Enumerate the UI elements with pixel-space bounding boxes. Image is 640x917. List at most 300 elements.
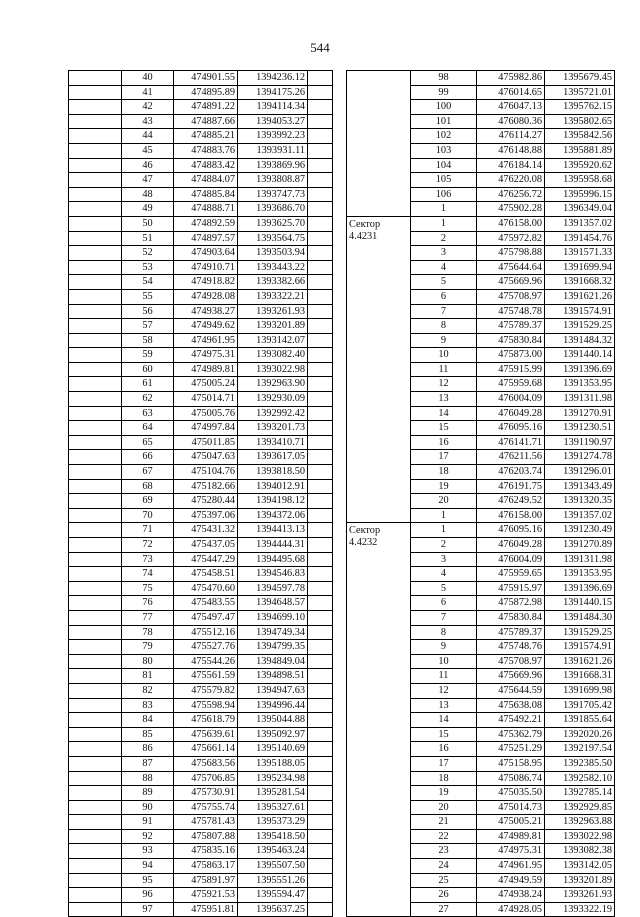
point-number-cell: 55 — [122, 289, 174, 304]
empty-cell — [308, 392, 333, 407]
y-coordinate-cell: 1394236.12 — [238, 71, 308, 86]
x-coordinate-cell: 475748.78 — [477, 304, 545, 319]
sector-cell — [69, 815, 122, 830]
point-number-cell: 5 — [411, 581, 477, 596]
y-coordinate-cell: 1395679.45 — [545, 71, 615, 86]
empty-cell — [308, 494, 333, 509]
empty-cell — [308, 859, 333, 874]
x-coordinate-cell: 475561.59 — [174, 669, 238, 684]
sector-cell — [69, 100, 122, 115]
point-number-cell: 59 — [122, 348, 174, 363]
y-coordinate-cell: 1393992.23 — [238, 129, 308, 144]
coordinates-table-right — [346, 70, 615, 917]
y-coordinate-cell: 1394996.44 — [238, 698, 308, 713]
table-row — [69, 742, 333, 757]
point-number-cell: 89 — [122, 786, 174, 801]
point-number-cell: 79 — [122, 640, 174, 655]
y-coordinate-cell: 1391440.14 — [545, 348, 615, 363]
point-number-cell: 83 — [122, 698, 174, 713]
point-number-cell: 10 — [411, 348, 477, 363]
table-row — [69, 727, 333, 742]
point-number-cell: 11 — [411, 362, 477, 377]
table-row — [69, 348, 333, 363]
table-row — [69, 260, 333, 275]
point-number-cell: 90 — [122, 800, 174, 815]
table-row — [69, 523, 333, 538]
y-coordinate-cell: 1392930.09 — [238, 392, 308, 407]
point-number-cell: 7 — [411, 304, 477, 319]
point-number-cell: 40 — [122, 71, 174, 86]
table-row — [69, 771, 333, 786]
point-number-cell: 98 — [411, 71, 477, 86]
table-row — [69, 421, 333, 436]
sector-cell — [69, 888, 122, 903]
point-number-cell: 47 — [122, 173, 174, 188]
empty-cell — [308, 567, 333, 582]
empty-cell — [308, 538, 333, 553]
empty-cell — [308, 742, 333, 757]
sector-cell — [69, 640, 122, 655]
y-coordinate-cell: 1393022.98 — [238, 362, 308, 377]
empty-cell — [308, 479, 333, 494]
y-coordinate-cell: 1391270.91 — [545, 406, 615, 421]
sector-cell — [69, 669, 122, 684]
table-row — [69, 187, 333, 202]
sector-cell — [69, 844, 122, 859]
point-number-cell: 8 — [411, 625, 477, 640]
sector-cell — [69, 902, 122, 917]
sector-cell — [69, 435, 122, 450]
empty-cell — [308, 450, 333, 465]
table-row — [69, 275, 333, 290]
point-number-cell: 51 — [122, 231, 174, 246]
sector-cell — [69, 362, 122, 377]
x-coordinate-cell: 475683.56 — [174, 756, 238, 771]
sector-cell — [69, 727, 122, 742]
x-coordinate-cell: 475708.97 — [477, 654, 545, 669]
x-coordinate-cell: 474901.55 — [174, 71, 238, 86]
sector-cell — [69, 567, 122, 582]
point-number-cell: 66 — [122, 450, 174, 465]
y-coordinate-cell: 1392582.10 — [545, 771, 615, 786]
point-number-cell: 54 — [122, 275, 174, 290]
x-coordinate-cell: 474903.64 — [174, 246, 238, 261]
point-number-cell: 14 — [411, 713, 477, 728]
point-number-cell: 82 — [122, 683, 174, 698]
y-coordinate-cell: 1394495.68 — [238, 552, 308, 567]
y-coordinate-cell: 1393625.70 — [238, 216, 308, 231]
table-row — [69, 654, 333, 669]
table-row — [69, 246, 333, 261]
y-coordinate-cell: 1391574.91 — [545, 304, 615, 319]
x-coordinate-cell: 474928.05 — [477, 902, 545, 917]
table-row — [69, 800, 333, 815]
x-coordinate-cell: 475086.74 — [477, 771, 545, 786]
point-number-cell: 87 — [122, 756, 174, 771]
point-number-cell: 100 — [411, 100, 477, 115]
y-coordinate-cell: 1394749.34 — [238, 625, 308, 640]
x-coordinate-cell: 475512.16 — [174, 625, 238, 640]
point-number-cell: 41 — [122, 85, 174, 100]
x-coordinate-cell: 476256.72 — [477, 187, 545, 202]
sector-cell — [69, 129, 122, 144]
table-row — [69, 377, 333, 392]
point-number-cell: 68 — [122, 479, 174, 494]
y-coordinate-cell: 1391705.42 — [545, 698, 615, 713]
x-coordinate-cell: 474885.84 — [174, 187, 238, 202]
y-coordinate-cell: 1395418.50 — [238, 829, 308, 844]
point-number-cell: 8 — [411, 319, 477, 334]
point-number-cell: 71 — [122, 523, 174, 538]
empty-cell — [308, 508, 333, 523]
table-row — [69, 829, 333, 844]
x-coordinate-cell: 475902.28 — [477, 202, 545, 217]
y-coordinate-cell: 1394413.13 — [238, 523, 308, 538]
point-number-cell: 24 — [411, 859, 477, 874]
empty-cell — [308, 158, 333, 173]
empty-cell — [308, 435, 333, 450]
x-coordinate-cell: 475579.82 — [174, 683, 238, 698]
point-number-cell: 96 — [122, 888, 174, 903]
y-coordinate-cell: 1394198.12 — [238, 494, 308, 509]
point-number-cell: 14 — [411, 406, 477, 421]
x-coordinate-cell: 475789.37 — [477, 319, 545, 334]
x-coordinate-cell: 474928.08 — [174, 289, 238, 304]
sector-code: 4.4231 — [349, 230, 378, 242]
sector-cell — [69, 596, 122, 611]
x-coordinate-cell: 475748.76 — [477, 640, 545, 655]
empty-cell — [308, 231, 333, 246]
point-number-cell: 56 — [122, 304, 174, 319]
table-row — [69, 625, 333, 640]
x-coordinate-cell: 475011.85 — [174, 435, 238, 450]
y-coordinate-cell: 1391571.33 — [545, 246, 615, 261]
x-coordinate-cell: 476047.13 — [477, 100, 545, 115]
y-coordinate-cell: 1391270.89 — [545, 538, 615, 553]
sector-cell — [69, 771, 122, 786]
empty-cell — [308, 698, 333, 713]
point-number-cell: 67 — [122, 465, 174, 480]
point-number-cell: 12 — [411, 683, 477, 698]
x-coordinate-cell: 475959.65 — [477, 567, 545, 582]
y-coordinate-cell: 1394053.27 — [238, 114, 308, 129]
empty-cell — [308, 421, 333, 436]
point-number-cell: 21 — [411, 815, 477, 830]
point-number-cell: 92 — [122, 829, 174, 844]
y-coordinate-cell: 1395721.01 — [545, 85, 615, 100]
sector-cell — [69, 756, 122, 771]
empty-cell — [308, 85, 333, 100]
x-coordinate-cell: 475158.95 — [477, 756, 545, 771]
sector-cell — [69, 231, 122, 246]
x-coordinate-cell: 475362.79 — [477, 727, 545, 742]
y-coordinate-cell: 1395140.69 — [238, 742, 308, 757]
y-coordinate-cell: 1395996.15 — [545, 187, 615, 202]
x-coordinate-cell: 475891.97 — [174, 873, 238, 888]
x-coordinate-cell: 475431.32 — [174, 523, 238, 538]
x-coordinate-cell: 475104.76 — [174, 465, 238, 480]
point-number-cell: 94 — [122, 859, 174, 874]
point-number-cell: 25 — [411, 873, 477, 888]
y-coordinate-cell: 1393410.71 — [238, 435, 308, 450]
y-coordinate-cell: 1393261.93 — [238, 304, 308, 319]
coordinates-table-left — [68, 70, 333, 917]
y-coordinate-cell: 1393686.70 — [238, 202, 308, 217]
x-coordinate-cell: 474891.22 — [174, 100, 238, 115]
y-coordinate-cell: 1393382.66 — [238, 275, 308, 290]
y-coordinate-cell: 1394699.10 — [238, 610, 308, 625]
sector-cell — [69, 216, 122, 231]
y-coordinate-cell: 1395281.54 — [238, 786, 308, 801]
point-number-cell: 52 — [122, 246, 174, 261]
point-number-cell: 46 — [122, 158, 174, 173]
x-coordinate-cell: 474949.62 — [174, 319, 238, 334]
x-coordinate-cell: 474975.31 — [477, 844, 545, 859]
table-row — [69, 392, 333, 407]
x-coordinate-cell: 475598.94 — [174, 698, 238, 713]
x-coordinate-cell: 476114.27 — [477, 129, 545, 144]
y-coordinate-cell: 1395881.89 — [545, 143, 615, 158]
y-coordinate-cell: 1395327.61 — [238, 800, 308, 815]
y-coordinate-cell: 1395373.29 — [238, 815, 308, 830]
sector-cell — [69, 450, 122, 465]
sector-cell — [69, 260, 122, 275]
point-number-cell: 26 — [411, 888, 477, 903]
y-coordinate-cell: 1393142.05 — [545, 859, 615, 874]
point-number-cell: 53 — [122, 260, 174, 275]
y-coordinate-cell: 1393142.07 — [238, 333, 308, 348]
empty-cell — [308, 202, 333, 217]
y-coordinate-cell: 1393082.38 — [545, 844, 615, 859]
sector-cell — [69, 319, 122, 334]
sector-cell — [69, 187, 122, 202]
table-row — [69, 216, 333, 231]
x-coordinate-cell: 474887.66 — [174, 114, 238, 129]
point-number-cell: 77 — [122, 610, 174, 625]
point-number-cell: 23 — [411, 844, 477, 859]
sector-cell — [69, 143, 122, 158]
point-number-cell: 2 — [411, 538, 477, 553]
table-row — [69, 333, 333, 348]
table-row — [69, 596, 333, 611]
point-number-cell: 44 — [122, 129, 174, 144]
y-coordinate-cell: 1393322.19 — [545, 902, 615, 917]
sector-cell — [69, 538, 122, 553]
y-coordinate-cell: 1393818.50 — [238, 465, 308, 480]
point-number-cell: 43 — [122, 114, 174, 129]
x-coordinate-cell: 475397.06 — [174, 508, 238, 523]
point-number-cell: 61 — [122, 377, 174, 392]
x-coordinate-cell: 475669.96 — [477, 275, 545, 290]
empty-cell — [308, 786, 333, 801]
y-coordinate-cell: 1395762.15 — [545, 100, 615, 115]
x-coordinate-cell: 476049.28 — [477, 538, 545, 553]
point-number-cell: 12 — [411, 377, 477, 392]
y-coordinate-cell: 1396349.04 — [545, 202, 615, 217]
empty-cell — [308, 100, 333, 115]
point-number-cell: 16 — [411, 435, 477, 450]
y-coordinate-cell: 1393931.11 — [238, 143, 308, 158]
empty-cell — [308, 888, 333, 903]
empty-cell — [308, 348, 333, 363]
point-number-cell: 11 — [411, 669, 477, 684]
y-coordinate-cell: 1395507.50 — [238, 859, 308, 874]
point-number-cell: 106 — [411, 187, 477, 202]
y-coordinate-cell: 1391343.49 — [545, 479, 615, 494]
point-number-cell: 6 — [411, 596, 477, 611]
x-coordinate-cell: 474961.95 — [477, 859, 545, 874]
point-number-cell: 17 — [411, 756, 477, 771]
empty-cell — [308, 319, 333, 334]
x-coordinate-cell: 476191.75 — [477, 479, 545, 494]
x-coordinate-cell: 476220.08 — [477, 173, 545, 188]
y-coordinate-cell: 1393201.89 — [545, 873, 615, 888]
point-number-cell: 27 — [411, 902, 477, 917]
empty-cell — [308, 669, 333, 684]
sector-cell — [69, 654, 122, 669]
point-number-cell: 20 — [411, 494, 477, 509]
x-coordinate-cell: 476080.36 — [477, 114, 545, 129]
sector-cell — [69, 625, 122, 640]
x-coordinate-cell: 476014.65 — [477, 85, 545, 100]
point-number-cell: 75 — [122, 581, 174, 596]
y-coordinate-cell: 1394597.78 — [238, 581, 308, 596]
y-coordinate-cell: 1391529.25 — [545, 319, 615, 334]
sector-cell — [69, 683, 122, 698]
y-coordinate-cell: 1393022.98 — [545, 829, 615, 844]
y-coordinate-cell: 1391230.51 — [545, 421, 615, 436]
x-coordinate-cell: 475005.76 — [174, 406, 238, 421]
point-number-cell: 1 — [411, 508, 477, 523]
empty-cell — [308, 654, 333, 669]
table-row — [69, 85, 333, 100]
x-coordinate-cell: 476049.28 — [477, 406, 545, 421]
empty-cell — [308, 333, 333, 348]
table-row — [69, 479, 333, 494]
y-coordinate-cell: 1394947.63 — [238, 683, 308, 698]
y-coordinate-cell: 1391529.25 — [545, 625, 615, 640]
sector-cell — [69, 275, 122, 290]
sector-cell — [69, 173, 122, 188]
table-row — [69, 902, 333, 917]
table-row — [69, 815, 333, 830]
empty-cell — [308, 902, 333, 917]
empty-cell — [308, 873, 333, 888]
sector-cell — [69, 713, 122, 728]
point-number-cell: 19 — [411, 786, 477, 801]
y-coordinate-cell: 1394546.83 — [238, 567, 308, 582]
table-row — [69, 494, 333, 509]
x-coordinate-cell: 474918.82 — [174, 275, 238, 290]
y-coordinate-cell: 1391855.64 — [545, 713, 615, 728]
y-coordinate-cell: 1391699.94 — [545, 260, 615, 275]
point-number-cell: 42 — [122, 100, 174, 115]
point-number-cell: 45 — [122, 143, 174, 158]
point-number-cell: 78 — [122, 625, 174, 640]
point-number-cell: 93 — [122, 844, 174, 859]
table-row — [69, 202, 333, 217]
x-coordinate-cell: 475835.16 — [174, 844, 238, 859]
sector-cell — [69, 85, 122, 100]
y-coordinate-cell: 1394012.91 — [238, 479, 308, 494]
x-coordinate-cell: 474897.57 — [174, 231, 238, 246]
x-coordinate-cell: 475807.88 — [174, 829, 238, 844]
y-coordinate-cell: 1394849.04 — [238, 654, 308, 669]
y-coordinate-cell: 1394114.34 — [238, 100, 308, 115]
empty-cell — [308, 129, 333, 144]
x-coordinate-cell: 475669.96 — [477, 669, 545, 684]
y-coordinate-cell: 1391454.76 — [545, 231, 615, 246]
y-coordinate-cell: 1393322.21 — [238, 289, 308, 304]
y-coordinate-cell: 1393747.73 — [238, 187, 308, 202]
y-coordinate-cell: 1391621.26 — [545, 289, 615, 304]
x-coordinate-cell: 475789.37 — [477, 625, 545, 640]
x-coordinate-cell: 476004.09 — [477, 552, 545, 567]
x-coordinate-cell: 474888.71 — [174, 202, 238, 217]
table-row — [347, 71, 615, 86]
x-coordinate-cell: 475639.61 — [174, 727, 238, 742]
table-row — [69, 231, 333, 246]
y-coordinate-cell: 1392785.14 — [545, 786, 615, 801]
table-row — [69, 552, 333, 567]
x-coordinate-cell: 476158.00 — [477, 508, 545, 523]
x-coordinate-cell: 474975.31 — [174, 348, 238, 363]
point-number-cell: 63 — [122, 406, 174, 421]
x-coordinate-cell: 476211.56 — [477, 450, 545, 465]
y-coordinate-cell: 1393201.73 — [238, 421, 308, 436]
x-coordinate-cell: 474949.59 — [477, 873, 545, 888]
sector-cell — [69, 304, 122, 319]
x-coordinate-cell: 474989.81 — [477, 829, 545, 844]
x-coordinate-cell: 475781.43 — [174, 815, 238, 830]
sector-code: 4.4232 — [349, 537, 378, 549]
y-coordinate-cell: 1391230.49 — [545, 523, 615, 538]
y-coordinate-cell: 1392385.50 — [545, 756, 615, 771]
point-number-cell: 95 — [122, 873, 174, 888]
sector-cell — [69, 508, 122, 523]
point-number-cell: 86 — [122, 742, 174, 757]
empty-cell — [308, 640, 333, 655]
x-coordinate-cell: 475798.88 — [477, 246, 545, 261]
sector-cell — [69, 859, 122, 874]
x-coordinate-cell: 475730.91 — [174, 786, 238, 801]
page-number: 544 — [310, 40, 330, 55]
point-number-cell: 80 — [122, 654, 174, 669]
sector-label: Сектор — [349, 525, 381, 537]
point-number-cell: 6 — [411, 289, 477, 304]
y-coordinate-cell: 1391311.98 — [545, 552, 615, 567]
point-number-cell: 9 — [411, 333, 477, 348]
x-coordinate-cell: 474895.89 — [174, 85, 238, 100]
y-coordinate-cell: 1391396.69 — [545, 581, 615, 596]
x-coordinate-cell: 474938.24 — [477, 888, 545, 903]
y-coordinate-cell: 1391699.98 — [545, 683, 615, 698]
x-coordinate-cell: 476095.16 — [477, 421, 545, 436]
table-row — [69, 143, 333, 158]
point-number-cell: 76 — [122, 596, 174, 611]
x-coordinate-cell: 475447.29 — [174, 552, 238, 567]
point-number-cell: 58 — [122, 333, 174, 348]
x-coordinate-cell: 475830.84 — [477, 610, 545, 625]
x-coordinate-cell: 475873.00 — [477, 348, 545, 363]
point-number-cell: 9 — [411, 640, 477, 655]
empty-cell — [308, 114, 333, 129]
x-coordinate-cell: 476141.71 — [477, 435, 545, 450]
point-number-cell: 15 — [411, 421, 477, 436]
table-row — [69, 129, 333, 144]
sector-cell — [69, 829, 122, 844]
y-coordinate-cell: 1393082.40 — [238, 348, 308, 363]
